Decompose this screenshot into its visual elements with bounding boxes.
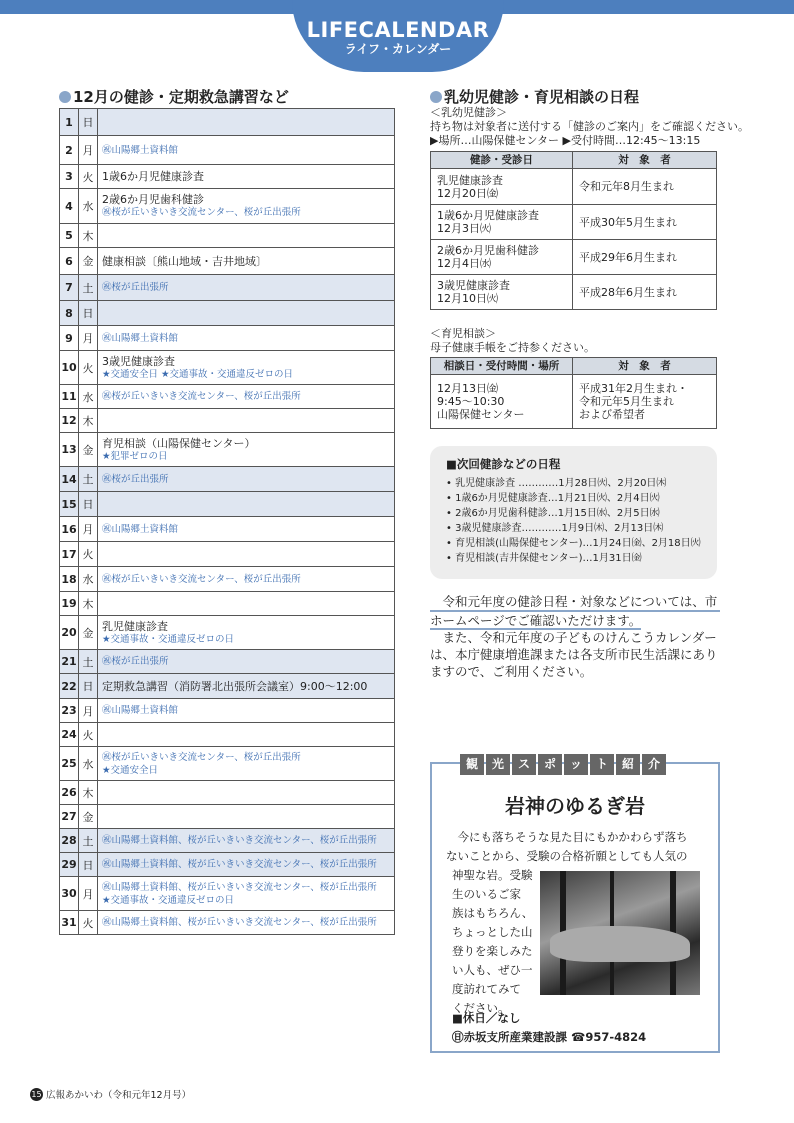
weekday: 水 [79, 385, 98, 409]
weekday: 木 [79, 409, 98, 433]
day-events [98, 674, 395, 699]
infant-place: ▶場所…山陽保健センター ▶受付時間…12:45～13:15 [430, 134, 701, 147]
weekday: 火 [79, 911, 98, 935]
event-text: 健康相談〔熊山地域・吉井地域〕 [102, 254, 267, 268]
weekday: 月 [79, 326, 98, 351]
calendar-line-1: また、令和元年度の子どものけんこうカレンダー [430, 630, 717, 645]
calendar-row [60, 248, 395, 275]
event-text: 1歳6か月児健康診査 [102, 170, 204, 183]
infant-header-date: 健診・受診日 [431, 152, 573, 169]
consult-place: 山陽保健センター [437, 408, 525, 421]
banner-char: ポ [538, 754, 562, 775]
consult-target-3: および希望者 [579, 408, 645, 421]
day-number: 1 [60, 109, 79, 136]
next-schedule-item: • 1歳6か月児健康診査…1月21日㈫、2月4日㈫ [446, 493, 660, 504]
weekday: 月 [79, 517, 98, 542]
day-events [98, 409, 395, 433]
bullet-dot-icon [59, 91, 71, 103]
weekday: 木 [79, 781, 98, 805]
day-number: 5 [60, 224, 79, 248]
day-number: 22 [60, 674, 79, 699]
day-number: 3 [60, 165, 79, 189]
day-number: 15 [60, 492, 79, 517]
infant-exam-cell [431, 240, 573, 275]
event-text: 2歳6か月児歯科健診 [102, 193, 204, 206]
consult-target-1: 平成31年2月生まれ・ [579, 382, 688, 395]
weekday: 土 [79, 467, 98, 492]
day-events [98, 616, 395, 650]
facility-note: ㊗山陽郷土資料館、桜が丘いきいき交流センター、桜が丘出張所 [102, 881, 377, 893]
day-number: 4 [60, 189, 79, 224]
day-events [98, 385, 395, 409]
day-events [98, 248, 395, 275]
spot-text-line-4: 生のいるご家 [452, 887, 521, 901]
consult-target-2: 令和元年5月生まれ [579, 395, 674, 408]
day-events [98, 136, 395, 165]
day-events [98, 326, 395, 351]
day-number: 25 [60, 747, 79, 781]
next-schedule-item: • 育児相談(吉井保健センター)…1月31日㈮ [446, 553, 642, 564]
exam-date: 12月3日㈫ [437, 222, 491, 235]
next-schedule-item: • 2歳6か月児歯科健診…1月15日㈬、2月5日㈬ [446, 508, 660, 519]
banner-char: 介 [642, 754, 666, 775]
day-events [98, 189, 395, 224]
calendar-row [60, 781, 395, 805]
weekday: 日 [79, 853, 98, 877]
homepage-paragraph [430, 593, 720, 680]
calendar-row [60, 433, 395, 467]
checkup-title-text: 乳幼児健診・育児相談の日程 [444, 88, 640, 106]
infant-exam-cell [431, 205, 573, 240]
weekday: 月 [79, 699, 98, 723]
calendar-row [60, 592, 395, 616]
next-schedule-list [446, 476, 717, 566]
weekday: 日 [79, 492, 98, 517]
weekday: 金 [79, 616, 98, 650]
calendar-row [60, 517, 395, 542]
spot-text-line-8: い人も、ぜひ一 [452, 963, 533, 977]
day-number: 8 [60, 301, 79, 326]
day-events [98, 805, 395, 829]
day-events [98, 699, 395, 723]
consult-label: ＜育児相談＞ [430, 327, 496, 340]
weekday: 日 [79, 301, 98, 326]
weekday: 金 [79, 805, 98, 829]
facility-note: ㊗桜が丘いきいき交流センター、桜が丘出張所 [102, 207, 301, 218]
calendar-table [59, 108, 395, 935]
day-events [98, 517, 395, 542]
consult-header-date: 相談日・受付時間・場所 [431, 358, 573, 375]
calendar-row [60, 492, 395, 517]
spot-text-line-2: ないことから、受験の合格祈願としても人気の [446, 849, 688, 863]
day-number: 12 [60, 409, 79, 433]
spot-text-line-7: 登りを楽しみた [452, 944, 533, 958]
day-events [98, 275, 395, 301]
banner-char: ス [512, 754, 536, 775]
facility-note: ㊗山陽郷土資料館、桜が丘いきいき交流センター、桜が丘出張所 [102, 859, 377, 870]
consult-date: 12月13日㈮ [437, 382, 498, 395]
calendar-row [60, 567, 395, 592]
day-number: 14 [60, 467, 79, 492]
page-number: 15 [31, 1089, 42, 1099]
calendar-row [60, 224, 395, 248]
weekday: 水 [79, 189, 98, 224]
day-number: 28 [60, 829, 79, 853]
day-number: 26 [60, 781, 79, 805]
homepage-line-2: ホームページでご確認いただけます。 [430, 613, 642, 628]
exam-target: 平成28年6月生まれ [573, 275, 717, 310]
weekday: 金 [79, 248, 98, 275]
day-events [98, 492, 395, 517]
event-text: 3歳児健康診査 [102, 354, 175, 368]
next-schedule-item: • 3歳児健康診査…………1月9日㈭、2月13日㈭ [446, 523, 664, 534]
calendar-row [60, 165, 395, 189]
event-text: 定期救急講習（消防署北出張所会議室）9:00～12:00 [102, 679, 368, 693]
day-events [98, 829, 395, 853]
spot-text-line-6: ちょっとした山 [452, 925, 533, 939]
day-number: 31 [60, 911, 79, 935]
day-events [98, 301, 395, 326]
spot-text-line-10: ください。 [452, 1001, 510, 1015]
infant-label: ＜乳幼児健診＞ [430, 106, 507, 119]
calendar-row [60, 747, 395, 781]
day-events [98, 567, 395, 592]
consult-table [430, 357, 717, 429]
checkup-section-title [430, 86, 639, 107]
facility-note-2: ★交通安全日 [102, 764, 159, 776]
facility-note: ★交通安全日 ★交通事故・交通違反ゼロの日 [102, 368, 294, 380]
weekday: 土 [79, 650, 98, 674]
day-events [98, 650, 395, 674]
spot-contact: ㊐赤坂支所産業建設課 ☎957-4824 [452, 1030, 647, 1044]
consult-date-cell [431, 375, 573, 429]
banner-char: 光 [486, 754, 510, 775]
next-schedule-item: • 育児相談(山陽保健センター)…1月24日㈮、2月18日㈫ [446, 538, 701, 549]
facility-note: ㊗桜が丘いきいき交流センター、桜が丘出張所 [102, 573, 301, 585]
next-schedule-box [430, 446, 717, 579]
facility-note: ㊗山陽郷土資料館、桜が丘いきいき交流センター、桜が丘出張所 [102, 835, 377, 846]
calendar-row [60, 650, 395, 674]
day-events [98, 723, 395, 747]
header-title-en: LIFECALENDAR [306, 18, 490, 42]
facility-note: ㊗桜が丘いきいき交流センター、桜が丘出張所 [102, 751, 301, 763]
consult-target-cell [573, 375, 717, 429]
day-events [98, 853, 395, 877]
spot-holiday: ■休日／なし [452, 1011, 521, 1025]
day-number: 19 [60, 592, 79, 616]
weekday: 水 [79, 567, 98, 592]
exam-target: 平成29年6月生まれ [573, 240, 717, 275]
day-number: 30 [60, 877, 79, 911]
day-number: 29 [60, 853, 79, 877]
facility-note: ㊗桜が丘出張所 [102, 282, 169, 293]
spot-title: 岩神のゆるぎ岩 [505, 794, 645, 818]
day-events [98, 224, 395, 248]
event-text: 乳児健康診査 [102, 619, 168, 633]
day-events [98, 351, 395, 385]
tourist-spot-box [430, 757, 720, 1053]
spot-text-line-1: 今にも落ちそうな見た目にもかかわらず落ち [446, 830, 688, 844]
calendar-row [60, 301, 395, 326]
calendar-row [60, 409, 395, 433]
calendar-row [60, 136, 395, 165]
weekday: 土 [79, 829, 98, 853]
calendar-row [60, 911, 395, 935]
weekday: 日 [79, 109, 98, 136]
calendar-row [60, 542, 395, 567]
day-number: 20 [60, 616, 79, 650]
banner-char: 観 [460, 754, 484, 775]
day-events [98, 542, 395, 567]
facility-note: ★交通事故・交通違反ゼロの日 [102, 633, 235, 645]
infant-header-target: 対 象 者 [573, 152, 717, 169]
header-title-jp: ライフ・カレンダー [344, 42, 452, 56]
day-events [98, 747, 395, 781]
day-number: 23 [60, 699, 79, 723]
facility-note-2: ★交通事故・交通違反ゼロの日 [102, 894, 235, 906]
weekday: 火 [79, 165, 98, 189]
weekday: 土 [79, 275, 98, 301]
day-number: 10 [60, 351, 79, 385]
calendar-row [60, 877, 395, 911]
homepage-line-1: 令和元年度の健診日程・対象などについては、市 [430, 593, 720, 612]
footer-text: 広報あかいわ（令和元年12月号） [46, 1090, 192, 1101]
event-text: 育児相談（山陽保健センター） [102, 436, 256, 450]
exam-date: 12月20日㈮ [437, 186, 498, 200]
facility-note: ㊗山陽郷土資料館、桜が丘いきいき交流センター、桜が丘出張所 [102, 917, 377, 928]
infant-exam-cell [431, 275, 573, 310]
calendar-row [60, 616, 395, 650]
exam-date: 12月10日㈫ [437, 292, 498, 305]
rock-photo [540, 871, 700, 995]
banner-char: 紹 [616, 754, 640, 775]
day-number: 18 [60, 567, 79, 592]
infant-table [430, 151, 717, 310]
day-events [98, 781, 395, 805]
next-schedule-title: ■次回健診などの日程 [446, 457, 561, 471]
banner-char: ッ [564, 754, 588, 775]
calendar-row [60, 109, 395, 136]
facility-note: ★犯罪ゼロの日 [102, 450, 168, 462]
exam-name: 2歳6か月児歯科健診 [437, 244, 539, 257]
day-number: 2 [60, 136, 79, 165]
calendar-row [60, 829, 395, 853]
day-number: 24 [60, 723, 79, 747]
exam-target: 令和元年8月生まれ [573, 169, 717, 205]
day-events [98, 877, 395, 911]
exam-name: 乳児健康診査 [437, 173, 503, 187]
banner-char: ト [590, 754, 614, 775]
calendar-row [60, 699, 395, 723]
bullet-dot-icon [430, 91, 442, 103]
day-number: 17 [60, 542, 79, 567]
facility-note: ㊗山陽郷土資料館 [102, 332, 179, 344]
consult-time: 9:45～10:30 [437, 395, 505, 408]
calendar-row [60, 853, 395, 877]
day-number: 7 [60, 275, 79, 301]
calendar-line-3: ますので、ご利用ください。 [430, 664, 593, 679]
day-events [98, 165, 395, 189]
weekday: 火 [79, 542, 98, 567]
weekday: 木 [79, 224, 98, 248]
infant-row [431, 169, 717, 205]
consult-header-target: 対 象 者 [573, 358, 717, 375]
header-tab [292, 0, 504, 72]
calendar-line-2: は、本庁健康増進課または各支所市民生活課にあり [430, 647, 718, 662]
page-footer [30, 1087, 191, 1101]
calendar-row [60, 275, 395, 301]
day-events [98, 433, 395, 467]
infant-note: 持ち物は対象者に送付する「健診のご案内」をご確認ください。 [430, 120, 749, 133]
spot-text-line-9: 度訪れてみて [452, 982, 521, 996]
infant-row [431, 205, 717, 240]
facility-note: ㊗桜が丘出張所 [102, 473, 169, 485]
weekday: 火 [79, 351, 98, 385]
facility-note: ㊗桜が丘出張所 [102, 656, 169, 667]
weekday: 日 [79, 674, 98, 699]
calendar-row [60, 805, 395, 829]
calendar-row [60, 723, 395, 747]
day-events [98, 592, 395, 616]
weekday: 水 [79, 747, 98, 781]
day-number: 11 [60, 385, 79, 409]
calendar-title-text: 12月の健診・定期救急講習など [73, 88, 289, 106]
calendar-row [60, 385, 395, 409]
calendar-row [60, 189, 395, 224]
facility-note: ㊗山陽郷土資料館 [102, 705, 179, 716]
day-events [98, 911, 395, 935]
calendar-row [60, 674, 395, 699]
tourist-spot-banner [460, 754, 666, 775]
weekday: 金 [79, 433, 98, 467]
weekday: 火 [79, 723, 98, 747]
facility-note: ㊗山陽郷土資料館 [102, 144, 179, 156]
infant-row [431, 240, 717, 275]
weekday: 木 [79, 592, 98, 616]
day-number: 21 [60, 650, 79, 674]
spot-text-line-3: 神聖な岩。受験 [452, 868, 533, 882]
calendar-row [60, 467, 395, 492]
day-number: 13 [60, 433, 79, 467]
day-events [98, 467, 395, 492]
exam-date: 12月4日㈬ [437, 257, 491, 270]
calendar-section-title [59, 86, 289, 107]
exam-target: 平成30年5月生まれ [573, 205, 717, 240]
facility-note: ㊗山陽郷土資料館 [102, 523, 179, 535]
next-schedule-item: • 乳児健康診査 …………1月28日㈫、2月20日㈭ [446, 478, 667, 489]
day-number: 27 [60, 805, 79, 829]
infant-exam-cell [431, 169, 573, 205]
day-number: 9 [60, 326, 79, 351]
weekday: 月 [79, 136, 98, 165]
exam-name: 3歳児健康診査 [437, 279, 510, 292]
facility-note: ㊗桜が丘いきいき交流センター、桜が丘出張所 [102, 391, 301, 402]
infant-row [431, 275, 717, 310]
consult-note: 母子健康手帳をご持参ください。 [430, 341, 595, 354]
calendar-row [60, 326, 395, 351]
spot-text-line-5: 族はもちろん、 [452, 906, 534, 920]
day-number: 16 [60, 517, 79, 542]
day-events [98, 109, 395, 136]
weekday: 月 [79, 877, 98, 911]
exam-name: 1歳6か月児健康診査 [437, 209, 539, 222]
day-number: 6 [60, 248, 79, 275]
calendar-row [60, 351, 395, 385]
